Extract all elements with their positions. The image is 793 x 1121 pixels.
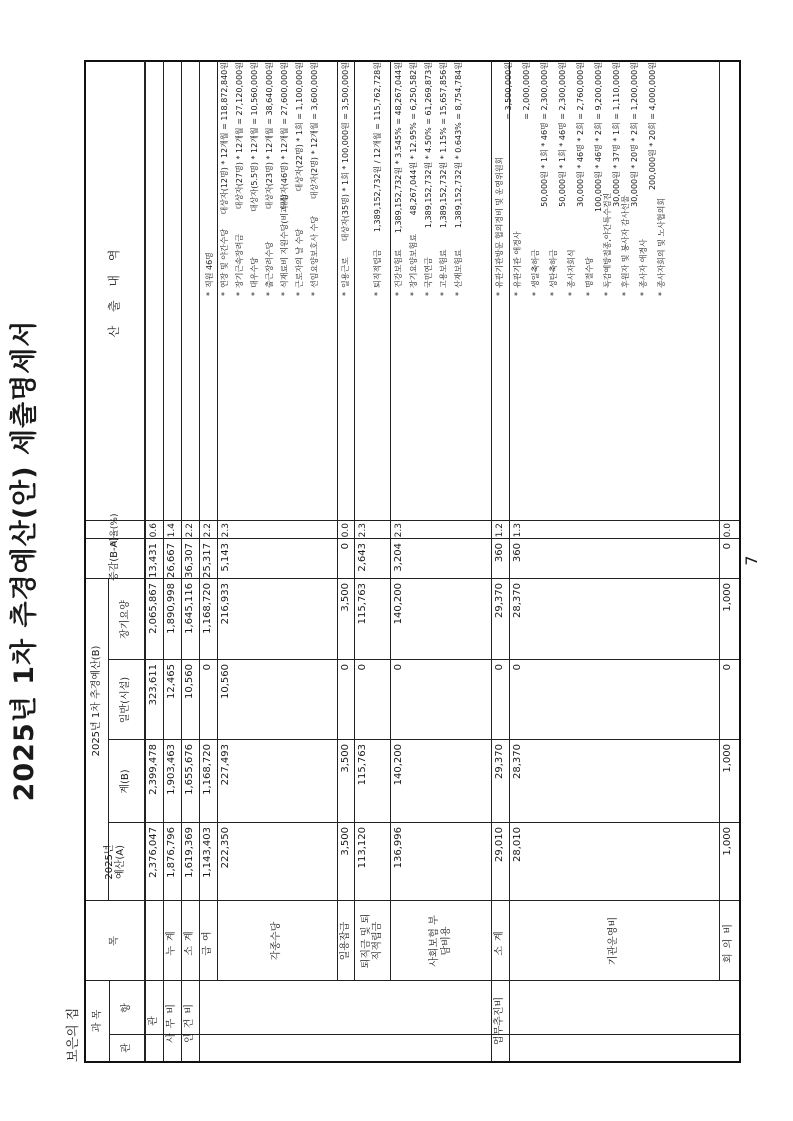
cell-a: 136,996 (393, 827, 405, 869)
detail-bullet: * (310, 292, 319, 296)
cell-r: 2.2 (184, 523, 195, 538)
cell-r: 1.4 (166, 523, 177, 538)
header-supp-budget: 2025년 1차 추경예산(B) (91, 645, 103, 757)
detail-calc: 1,389,152,732원 * 0.643% = 8,754,784원 (454, 62, 463, 229)
page-title: 2025년 1차 추경예산(안) 세출명세서 (9, 319, 40, 802)
detail-bullet: * (409, 292, 418, 296)
detail-item: 후원자 및 봉사자 감사선물 (621, 195, 630, 288)
cell-l: 28,370 (512, 583, 524, 618)
cell-d: 360 (494, 543, 506, 563)
detail-bullet: * (295, 292, 304, 296)
header-budget-2025 (86, 823, 144, 901)
detail-bullet: * (567, 292, 576, 296)
mok-sudang: 각종수당 (271, 921, 283, 961)
detail-item: 근로자의 날 수당 (295, 228, 304, 288)
detail-item: 종사자회의 및 노사협의회 (657, 197, 666, 288)
detail-calc: 대상자(35명) * 1회 * 100,000원 = 3,500,000원 (341, 62, 350, 242)
header-budget-2025-line1: 2025년 (103, 844, 115, 880)
detail-item: 유관기관 애경사 (513, 231, 522, 288)
header-ratio: 비율(%) (109, 513, 120, 547)
mok-hoeui: 회의비 (723, 919, 735, 963)
cell-r: 2.2 (202, 523, 213, 538)
detail-item: 종사자 애경사 (639, 239, 648, 288)
detail-item: 국민연금 (424, 257, 433, 288)
mok-eopmu-sogye: 소계 (494, 926, 506, 956)
detail-item: 선임요양보호사 수당 (310, 215, 319, 288)
detail-item: 건강보험료 (394, 249, 403, 288)
row-gwan-label: 관 (148, 1016, 160, 1026)
detail-item: 생일축하금 (531, 249, 540, 288)
detail-item: 명절수당 (585, 257, 594, 288)
cell-a: 222,350 (220, 827, 232, 869)
detail-item: 일용근로 (341, 257, 350, 288)
detail-bullet: * (394, 292, 403, 296)
detail-calc: 대상자(23명) * 12개월 = 38,640,000원 (265, 62, 274, 210)
cell-r: 0.0 (722, 523, 733, 538)
detail-calc: 1,389,152,732원 / 12개월 = 115,762,728원 (373, 62, 382, 233)
detail-item: 종사자회식 (567, 249, 576, 288)
cell-r: 2.3 (393, 523, 404, 538)
detail-calc: 48,267,044원 * 12.95% = 6,250,582원 (409, 62, 418, 216)
header-total-b: 계(B) (120, 769, 132, 794)
detail-bullet: * (585, 292, 594, 296)
header-gwamok: 과 목 (91, 1009, 103, 1033)
cell-b: 2,399,478 (148, 744, 160, 795)
mok-sogye: 소계 (184, 926, 196, 956)
detail-bullet: * (341, 292, 350, 296)
header-longterm: 장기요양 (120, 600, 132, 639)
cell-d: 3,204 (393, 543, 405, 572)
cell-d: 25,317 (202, 543, 214, 578)
detail-bullet: * (250, 292, 259, 296)
detail-item: 고용보험료 (439, 249, 448, 288)
detail-calc: 대상자(12명) * 12개월 = 118,872,840원 (220, 62, 229, 215)
cell-r: 0.0 (340, 523, 351, 538)
detail-item: 성탄축하금 (549, 249, 558, 288)
detail-calc: 1,389,152,732원 * 1.15% = 15,657,856원 (439, 62, 448, 229)
cell-g: 323,611 (148, 664, 160, 706)
cell-a: 29,010 (494, 827, 506, 862)
detail-calc: 30,000원 * 46명 * 2회 = 2,760,000원 (576, 62, 585, 207)
cell-l: 29,370 (494, 583, 506, 618)
detail-calc: 대상자(2명) * 12개월 = 3,600,000원 (310, 62, 319, 200)
cell-g: 0 (512, 664, 524, 671)
detail-bullet: * (454, 292, 463, 296)
detail-bullet: * (424, 292, 433, 296)
cell-a: 1,876,796 (166, 827, 178, 878)
cell-r: 2.3 (357, 523, 368, 538)
cell-l: 1,000 (722, 583, 734, 612)
cell-b: 29,370 (494, 744, 506, 779)
cell-l: 216,933 (220, 583, 232, 625)
cell-l: 1,645,116 (184, 583, 196, 634)
cell-g: 10,560 (184, 664, 196, 699)
detail-calc: = 3,500,000원 (504, 62, 513, 120)
detail-item: 대우수당 (250, 257, 259, 288)
cell-d: 0 (340, 543, 352, 550)
cell-r: 0.6 (148, 523, 159, 538)
detail-item: 유관기관방문 협의경비 및 운영위원회 (495, 156, 504, 288)
detail-calc: 30,000원 * 20명 * 2회 = 1,200,000원 (630, 62, 639, 207)
detail-calc: 1,389,152,732원 * 3.545% = 48,267,044원 (394, 62, 403, 234)
cell-a: 1,619,369 (184, 827, 196, 878)
cell-d: 2,643 (357, 543, 369, 572)
detail-item: 독감예방접종,야간특수검진 (603, 192, 612, 288)
cell-g: 0 (357, 664, 369, 671)
detail-item: 연장 및 야간수당 (220, 228, 229, 288)
cell-r: 1.2 (494, 523, 505, 538)
mok-gigwan: 기관운영비 (608, 916, 620, 966)
detail-item: 장기요양보험료 (409, 233, 418, 288)
header-general: 일반(시설) (120, 676, 132, 724)
cell-a: 1,000 (722, 827, 734, 856)
detail-bullet: * (513, 292, 522, 296)
header-budget-2025-line2: 예산(A) (115, 845, 126, 879)
detail-bullet: * (280, 292, 289, 296)
cell-a: 1,143,403 (202, 827, 214, 878)
mok-nugye: 누계 (166, 926, 178, 956)
detail-bullet: * (205, 292, 214, 296)
detail-calc: 100,000원 * 46명 * 2회 = 9,200,000원 (594, 62, 603, 212)
detail-calc: 200,000원 * 20회 = 4,000,000원 (648, 62, 657, 191)
mok-ilyong: 일용잡급 (339, 921, 351, 961)
cell-g: 0 (340, 664, 352, 671)
cell-a: 28,010 (512, 827, 524, 862)
cell-r: 1.3 (512, 523, 523, 538)
cell-l: 115,763 (357, 583, 369, 625)
cell-b: 115,763 (357, 744, 369, 786)
detail-item: 직원 46명 (205, 252, 214, 288)
cell-g: 10,560 (220, 664, 232, 699)
cell-b: 1,655,676 (184, 744, 196, 795)
detail-calc: 대상자(5.5명) * 12개월 = 10,560,000원 (250, 62, 259, 212)
cell-d: 26,667 (166, 543, 178, 578)
label-samubi: 사무비 (166, 999, 178, 1043)
detail-calc: 대상자(22명) * 1회 = 1,100,000원 (295, 62, 304, 192)
cell-b: 1,168,720 (202, 744, 214, 795)
mok-sahoe: 사회보험 부담비용 (429, 915, 452, 967)
cell-b: 28,370 (512, 744, 524, 779)
detail-item: 식재료비 지원수당(비과세) (280, 194, 289, 288)
detail-bullet: * (549, 292, 558, 296)
cell-g: 12,465 (166, 664, 178, 699)
header-gwan: 관 (120, 1043, 132, 1053)
header-change: 증감(B-A) (109, 536, 121, 582)
cell-b: 3,500 (340, 744, 352, 773)
mok-geupyeo: 급여 (202, 926, 214, 956)
header-hang: 항 (120, 1003, 132, 1013)
detail-bullet: * (373, 292, 382, 296)
page-number: 7 (742, 555, 761, 566)
detail-calc: 대상자(46명) * 12개월 = 27,600,000원 (280, 62, 289, 210)
detail-bullet: * (439, 292, 448, 296)
header-mok: 목 (109, 936, 121, 946)
cell-d: 13,431 (148, 543, 160, 578)
cell-d: 5,143 (220, 543, 232, 572)
detail-bullet: * (657, 292, 666, 296)
cell-d: 360 (512, 543, 524, 563)
detail-bullet: * (495, 292, 504, 296)
detail-line (656, 62, 667, 296)
detail-bullet: * (603, 292, 612, 296)
cell-l: 140,200 (393, 583, 405, 625)
cell-d: 0 (722, 543, 734, 550)
cell-r: 2.3 (220, 523, 231, 538)
cell-g: 0 (202, 664, 214, 671)
cell-b: 1,000 (722, 744, 734, 773)
detail-calc: 대상자(27명) * 12개월 = 27,120,000원 (235, 62, 244, 210)
detail-bullet: * (220, 292, 229, 296)
detail-item: 장기근속장려금 (235, 233, 244, 288)
label-ingeonbi: 인건비 (184, 999, 196, 1043)
cell-g: 0 (494, 664, 506, 671)
detail-bullet: * (621, 292, 630, 296)
cell-l: 3,500 (340, 583, 352, 612)
cell-b: 140,200 (393, 744, 405, 786)
cell-g: 0 (722, 664, 734, 671)
detail-calc: 1,389,152,732원 * 4.50% = 61,269,873원 (424, 62, 433, 229)
detail-calc: 30,000원 * 37명 * 1회 = 1,110,000원 (612, 62, 621, 207)
detail-bullet: * (639, 292, 648, 296)
budget-table (84, 60, 741, 1063)
detail-item: 퇴직적립금 (373, 249, 382, 288)
detail-calc: = 2,000,000원 (522, 62, 531, 120)
cell-b: 1,903,463 (166, 744, 178, 795)
cell-d: 36,307 (184, 543, 196, 578)
detail-item: 출근장려수당 (265, 241, 274, 288)
cell-l: 1,168,720 (202, 583, 214, 634)
mok-toejik: 퇴직금 및 퇴직적립금 (360, 913, 383, 969)
label-eopmu: 업무추진비 (494, 996, 506, 1046)
detail-calc: 50,000원 * 1회 * 46명 = 2,300,000원 (540, 62, 549, 207)
cell-a: 2,376,047 (148, 827, 160, 878)
header-detail: 산 출 내 역 (107, 244, 122, 338)
organization-name: 보은의 집 (66, 1007, 81, 1062)
cell-b: 227,493 (220, 744, 232, 786)
cell-a: 3,500 (340, 827, 352, 856)
detail-calc: 50,000원 * 1회 * 46명 = 2,300,000원 (558, 62, 567, 207)
cell-a: 113,120 (357, 827, 369, 869)
cell-l: 2,065,867 (148, 583, 160, 634)
detail-item: 산재보험료 (454, 249, 463, 288)
cell-l: 1,890,998 (166, 583, 178, 634)
detail-bullet: * (531, 292, 540, 296)
detail-bullet: * (265, 292, 274, 296)
detail-bullet: * (235, 292, 244, 296)
cell-g: 0 (393, 664, 405, 671)
detail-line (204, 62, 215, 296)
